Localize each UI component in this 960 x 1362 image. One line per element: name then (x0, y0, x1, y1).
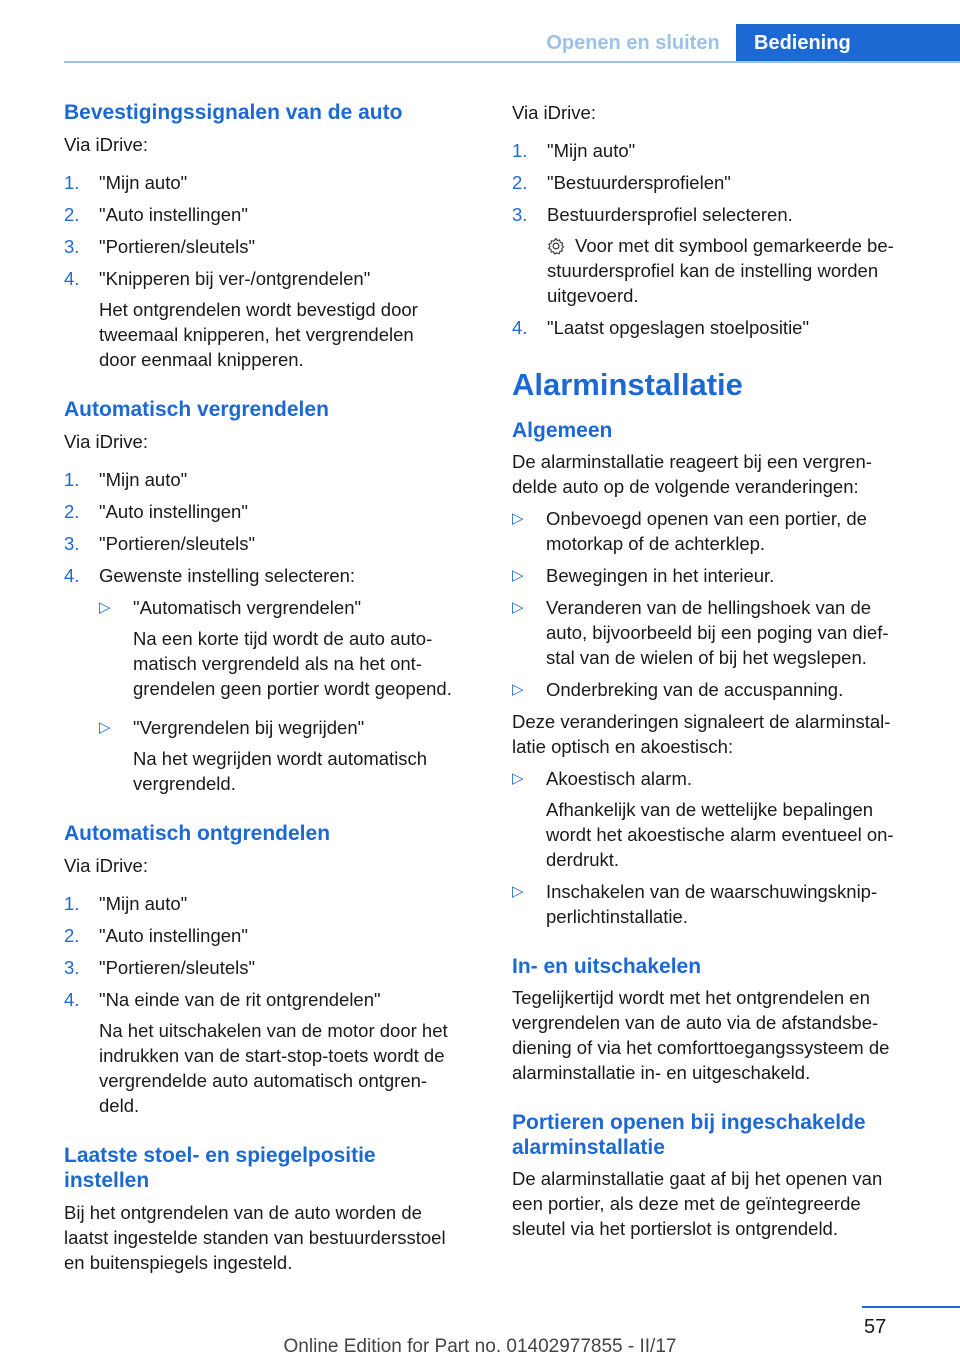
body-general: De alarminstallatie reageert bij een vergren- delde auto op de volgende veranderingen: (512, 451, 872, 497)
steps-driver-profile (512, 138, 932, 340)
header-section-tab: Openen en sluiten (546, 32, 720, 54)
list-item: 4. Gewenste instelling selecteren: ▷ "Automatisch vergrendelen" Na een korte tijd wordt de auto auto- matisch vergrendeld als na het ont- grendelen geen portier wordt geopend. ▷ "Vergrendelen bij wegrijden" Na het wegrijden wordt automatisch vergrendeld. (64, 563, 482, 796)
heading-general: Algemeen (512, 419, 613, 442)
intro-idrive: Via iDrive: (64, 855, 148, 876)
heading-auto-lock: Automatisch vergrendelen (64, 398, 329, 421)
list-item: ▷ "Vergrendelen bij wegrijden" Na het wegrijden wordt automatisch vergrendeld. (99, 717, 428, 794)
step-note: Na het uitschakelen van de motor door het indrukken van de start-stop-toets wordt de vergrendelde auto automatisch ontgren- deld. (99, 1020, 448, 1116)
body-last-position: Bij het ontgrendelen van de auto worden de laatst ingestelde standen van bestuurdersstoel en buitenspiegels ingesteld. (64, 1202, 446, 1273)
page-number: 57 (864, 1316, 887, 1338)
step-note: Het ontgrendelen wordt bevestigd door tweemaal knipperen, het vergrendelen door eenmaal knipperen. (99, 299, 418, 370)
heading-doors-alarm: Portieren openen bij ingeschakelde alarminstallatie (512, 1111, 866, 1159)
list-item: 2. "Auto instellingen" (64, 925, 248, 946)
list-item: 3. "Portieren/sleutels" (64, 236, 256, 257)
left-column (64, 100, 482, 1275)
list-item: 4. "Na einde van de rit ontgrendelen" Na het uitschakelen van de motor door het indrukken van de start-stop-toets wordt de vergrendelde auto automatisch ontgren- deld. (64, 987, 482, 1118)
list-item: 1. "Mijn auto" (64, 172, 188, 193)
steps-auto-lock (64, 467, 482, 796)
list-item: 2. "Auto instellingen" (64, 204, 248, 225)
list-item: 3. Bestuurdersprofiel selecteren. Voor met dit symbool gemarkeerde be- stuurdersprofiel kan de instelling worden uitgevoerd. (512, 202, 932, 308)
footer-divider (862, 1306, 960, 1308)
list-item: 1. "Mijn auto" (64, 469, 188, 490)
footer-edition: Online Edition for Part no. 01402977855 - II/17 (283, 1336, 677, 1357)
list-item: ▷ Veranderen van de hellingshoek van de auto, bijvoorbeeld bij een poging van dief- stal van de wielen of bij het wegslepen. (512, 597, 889, 668)
body-signals: Deze veranderingen signaleert de alarminstal- latie optisch en akoestisch: (512, 711, 891, 757)
list-item: ▷ Inschakelen van de waarschuwingsknip- perlichtinstallatie. (512, 881, 878, 927)
list-item: ▷ Bewegingen in het interieur. (512, 565, 775, 586)
header-chapter-tab: Bediening (736, 24, 960, 63)
list-item: ▷ Onbevoegd openen van een portier, de motorkap of de achterklep. (512, 508, 867, 554)
header-divider (64, 61, 960, 63)
steps-auto-unlock (64, 891, 482, 1118)
list-item: 1. "Mijn auto" (64, 893, 188, 914)
list-item: 3. "Portieren/sleutels" (64, 533, 256, 554)
alarm-triggers-list (512, 506, 932, 702)
heading-on-off: In- en uitschakelen (512, 955, 702, 978)
list-item: ▷ Akoestisch alarm. Afhankelijk van de wettelijke bepalingen wordt het akoestische alarm eventueel on- derdrukt. (512, 768, 894, 870)
gear-icon (547, 237, 565, 255)
steps-confirmation-signals (64, 170, 482, 372)
list-item: 2. "Auto instellingen" (64, 501, 248, 522)
heading-confirmation-signals: Bevestigingssignalen van de auto (64, 101, 403, 124)
intro-idrive: Via iDrive: (64, 431, 148, 452)
list-item: 2. "Bestuurdersprofielen" (512, 172, 731, 193)
alarm-signals-list (512, 766, 932, 929)
body-on-off: Tegelijkertijd wordt met het ontgrendelen en vergrendelen van de auto via de afstandsbe- diening of via het comforttoegangssysteem de alarminstallatie in- en uitgeschakeld. (512, 987, 890, 1083)
step-note: Voor met dit symbool gemarkeerde be- stuurdersprofiel kan de instelling worden uitgevoerd. (547, 235, 894, 306)
list-item: ▷ "Automatisch vergrendelen" Na een korte tijd wordt de auto auto- matisch vergrendeld als na het ont- grendelen geen portier wordt geopend. (99, 597, 452, 699)
list-item: 4. "Knipperen bij ver-/ontgrendelen" Het ontgrendelen wordt bevestigd door tweemaal knipperen, het vergrendelen door eenmaal knipperen. (64, 266, 482, 372)
body-doors-alarm: De alarminstallatie gaat af bij het openen van een portier, als deze met de geïntegreerde sleutel via het portierslot is ontgrendeld. (512, 1168, 883, 1239)
list-item: ▷ Onderbreking van de accuspanning. (512, 679, 844, 700)
intro-idrive: Via iDrive: (512, 102, 596, 123)
heading-alarm-system: Alarminstallatie (512, 367, 743, 402)
list-item: 1. "Mijn auto" (512, 140, 636, 161)
right-column (512, 100, 932, 1241)
heading-auto-unlock: Automatisch ontgrendelen (64, 822, 331, 845)
options-list (99, 595, 482, 796)
list-item: 4. "Laatst opgeslagen stoelpositie" (512, 317, 810, 338)
intro-idrive: Via iDrive: (64, 134, 148, 155)
list-item: 3. "Portieren/sleutels" (64, 957, 256, 978)
heading-last-position: Laatste stoel- en spiegelpositie instellen (64, 1144, 376, 1192)
